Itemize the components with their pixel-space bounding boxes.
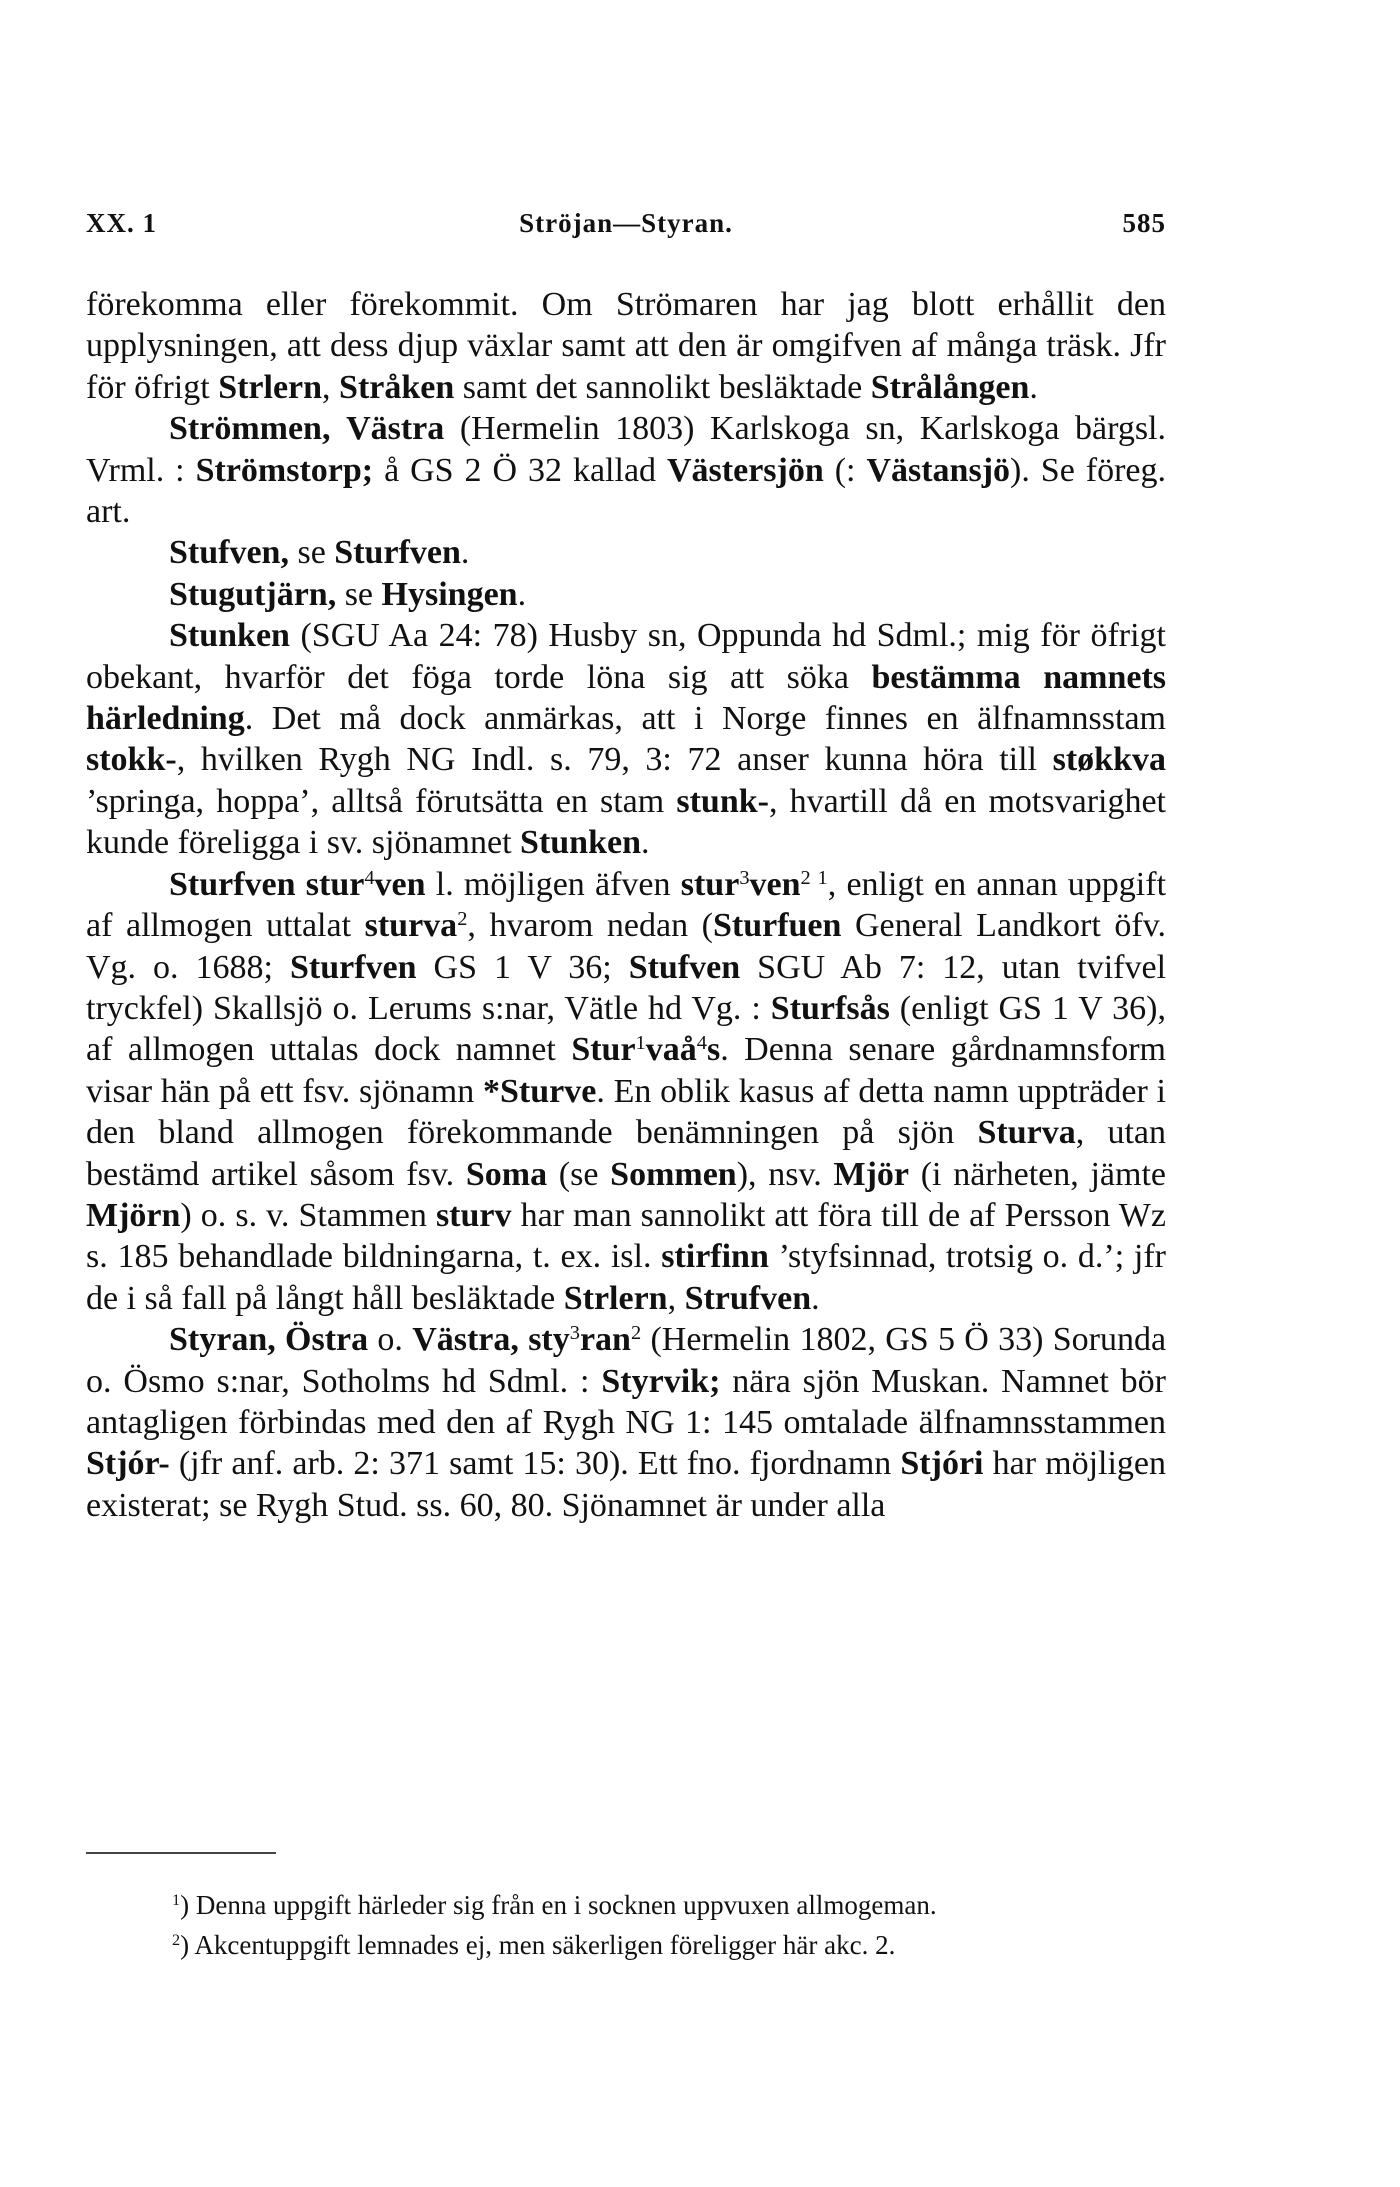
text-run: ). Se föreg. art. — [86, 451, 1166, 531]
text-run: , — [322, 368, 340, 406]
text-run — [276, 1321, 285, 1358]
footnote-rule — [86, 1852, 276, 1854]
footnote-text: Denna uppgift härleder sig från en i socknen uppvuxen allmogeman. — [195, 1890, 937, 1920]
bold-term: Stufven, — [169, 534, 289, 572]
bold-term: Sturfven — [334, 534, 461, 572]
bold-term: Strålången — [870, 368, 1030, 406]
page-title: Ströjan—Styran. — [519, 208, 733, 238]
text-run: , hvartill då en motsvarighet kunde föreligga i sv. sjönamnet — [86, 782, 1167, 862]
continued-paragraph — [86, 284, 1166, 408]
bold-term: Stjór- — [86, 1445, 170, 1483]
bold-term: s — [706, 1031, 721, 1069]
bold-term: *Sturve — [482, 1072, 597, 1110]
footnote — [86, 1885, 1166, 1925]
bold-term: Västra — [346, 410, 445, 448]
dictionary-entry — [86, 408, 1166, 532]
bold-term: ven — [374, 865, 426, 903]
bold-term: Västansjö — [866, 451, 1011, 489]
bold-term: stirfinn — [661, 1238, 769, 1276]
text-run: samt det sannolikt besläktade — [454, 368, 871, 406]
bold-term: bestämma namnets härledning — [86, 658, 1167, 738]
dictionary-entry — [86, 615, 1166, 863]
text-run: har möjligen existerat; se Rygh Stud. ss. 60, 80. Sjönamnet är under alla — [86, 1445, 1167, 1524]
text-run: nära sjön Muskan. Namnet bör antagligen förbindas med den af Rygh NG 1: 145 omtalade älfnamnsstammen — [86, 1362, 1166, 1441]
footnote-ref: 3 — [569, 1321, 580, 1344]
bold-term: Strlern — [563, 1279, 668, 1317]
text-run: (SGU Aa 24: 78) Husby sn, Oppunda hd Sdml.; mig för öfrigt obekant, hvarför det föga torde löna sig att söka — [86, 617, 1166, 696]
bold-term: Sturfuen — [712, 907, 842, 945]
bold-term: Stugutjärn, — [169, 575, 337, 613]
bold-term: Sturfsås — [770, 989, 890, 1027]
bold-term: stur — [305, 865, 365, 903]
bold-term: ran — [579, 1321, 631, 1359]
text-run: General Landkort öfv. Vg. o. 1688; — [86, 907, 1166, 986]
bold-term: støkkva — [1052, 741, 1166, 779]
text-run: . — [811, 1279, 820, 1317]
footnote-marker: 1 — [172, 1891, 181, 1910]
bold-term: Sommen — [610, 1155, 737, 1193]
footnote-ref: 4 — [696, 1032, 707, 1055]
text-run: . Denna senare gårdnamnsform visar hän på ett fsv. sjönamn — [86, 1031, 1166, 1110]
bold-term: Stur — [571, 1031, 636, 1069]
bold-term: sturv — [435, 1196, 512, 1234]
text-run: SGU Ab 7: 12, utan tvifvel tryckfel) Skallsjö o. Lerums s:nar, Vätle hd Vg. : — [86, 948, 1167, 1027]
bold-term: Östra — [285, 1321, 369, 1359]
dictionary-entry — [86, 532, 1166, 573]
bold-term: Mjör — [833, 1155, 910, 1193]
bold-term: Stufven — [628, 948, 741, 986]
text-run — [330, 410, 346, 447]
text-run: . — [517, 575, 527, 613]
bold-term: Styrvik; — [601, 1362, 721, 1400]
bold-term: Soma — [465, 1155, 548, 1193]
text-run: har man sannolikt att föra till de af Persson Wz s. 185 behandlade bildningarna, t. ex. isl. — [86, 1196, 1166, 1276]
text-run: . — [1029, 368, 1038, 406]
text-run: , hvarom nedan ( — [467, 907, 713, 945]
text-run: , utan bestämd artikel såsom fsv. — [86, 1114, 1166, 1193]
body-text — [86, 284, 1166, 1526]
bold-term: Strlern — [218, 368, 323, 406]
bold-term: Stråken — [339, 368, 455, 406]
footnote-ref: 1 — [635, 1032, 646, 1055]
bold-term: vaå — [645, 1031, 697, 1069]
text-run: (se — [547, 1155, 611, 1193]
bold-term: Stunken — [520, 824, 641, 862]
bold-term: stokk- — [86, 741, 177, 779]
bold-term: sturva — [364, 907, 458, 945]
footnote-ref: 2 1 — [800, 866, 828, 889]
bold-term: Västra, — [412, 1321, 519, 1359]
footnote-ref: 4 — [364, 866, 375, 889]
bold-term: Strömstorp; — [195, 451, 374, 489]
text-run: GS 1 V 36; — [416, 948, 629, 986]
footnote-marker: 2 — [172, 1931, 181, 1950]
footnote-ref: 3 — [739, 866, 750, 889]
bold-term: Strömmen, — [169, 410, 331, 448]
text-run: (jfr anf. arb. 2: 371 samt 15: 30). Ett fno. fjordnamn — [169, 1445, 901, 1483]
page-number: 585 — [1122, 208, 1166, 238]
text-run: . En oblik kasus af detta namn uppträder i den bland allmogen förekommande benämningen på sjön — [86, 1072, 1166, 1152]
footnote-paren: ) — [180, 1890, 196, 1920]
bold-term: Strufven — [684, 1279, 812, 1317]
bold-term: Sturfven — [169, 865, 296, 903]
text-run: (Hermelin 1803) Karlskoga sn, Karlskoga bärgsl. Vrml. : — [86, 410, 1166, 489]
text-run — [296, 866, 306, 903]
bold-term: Stjóri — [900, 1445, 984, 1483]
bold-term: Hysingen — [381, 575, 518, 613]
text-run: (Hermelin 1802, GS 5 Ö 33) Sorunda o. Ösmo s:nar, Sotholms hd Sdml. : — [86, 1321, 1167, 1400]
footnote-ref: 2 — [630, 1321, 642, 1344]
text-run: , — [667, 1279, 685, 1317]
text-run: . Det må dock anmärkas, att i Norge finnes en älfnamnsstam — [244, 700, 1166, 738]
text-run: o. — [368, 1321, 413, 1359]
bold-term: stunk- — [676, 782, 769, 820]
bold-term: Sturfven — [289, 948, 417, 986]
bold-term: Stunken — [169, 617, 290, 655]
text-run: å GS 2 Ö 32 kallad — [373, 451, 667, 489]
text-run — [519, 1321, 528, 1358]
bold-term: sty — [528, 1321, 570, 1359]
text-run: se — [288, 534, 335, 572]
footnote-text: Akcentuppgift lemnades ej, men säkerligen föreligger här akc. 2. — [194, 1930, 896, 1960]
footnotes — [86, 1885, 1166, 1965]
footnote-ref: 2 — [457, 907, 468, 930]
section-number: XX. 1 — [86, 208, 157, 238]
text-run: . — [641, 824, 650, 862]
dictionary-entry — [86, 574, 1166, 615]
footnote-paren: ) — [180, 1930, 195, 1960]
bold-term: Sturva — [977, 1114, 1076, 1152]
text-run: , enligt en annan uppgift af allmogen uttalat — [86, 865, 1167, 945]
text-run: , hvilken Rygh NG Indl. s. 79, 3: 72 anser kunna höra till — [176, 741, 1053, 779]
text-run: (: — [823, 451, 867, 489]
text-run: . — [460, 534, 470, 572]
text-run: förekomma eller förekommit. Om Strömaren har jag blott erhållit den upplysningen, att dess djup växlar samt att den är omgifven af många träsk. Jfr för öfrigt — [86, 286, 1166, 406]
text-run: (i närheten, jämte — [909, 1155, 1166, 1193]
text-run: ) o. s. v. Stammen — [180, 1196, 436, 1234]
footnote — [86, 1925, 1166, 1965]
text-run: ’styfsinnad, trotsig o. d.’; jfr de i så fall på långt håll besläktade — [86, 1238, 1167, 1317]
dictionary-entry — [86, 864, 1166, 1319]
bold-term: stur — [680, 865, 740, 903]
text-run: (enligt GS 1 V 36), af allmogen uttalas dock namnet — [86, 989, 1166, 1069]
bold-term: Mjörn — [86, 1196, 181, 1234]
running-header — [86, 208, 1166, 248]
dictionary-entry — [86, 1319, 1166, 1526]
bold-term: Västersjön — [667, 451, 824, 489]
bold-term: ven — [749, 865, 801, 903]
text-run: l. möjligen äfven — [425, 865, 681, 903]
bold-term: Styran, — [169, 1321, 276, 1359]
text-run: se — [336, 575, 382, 613]
text-run: ’springa, hoppa’, alltså förutsätta en stam — [86, 782, 677, 820]
text-run: ), nsv. — [736, 1155, 834, 1193]
